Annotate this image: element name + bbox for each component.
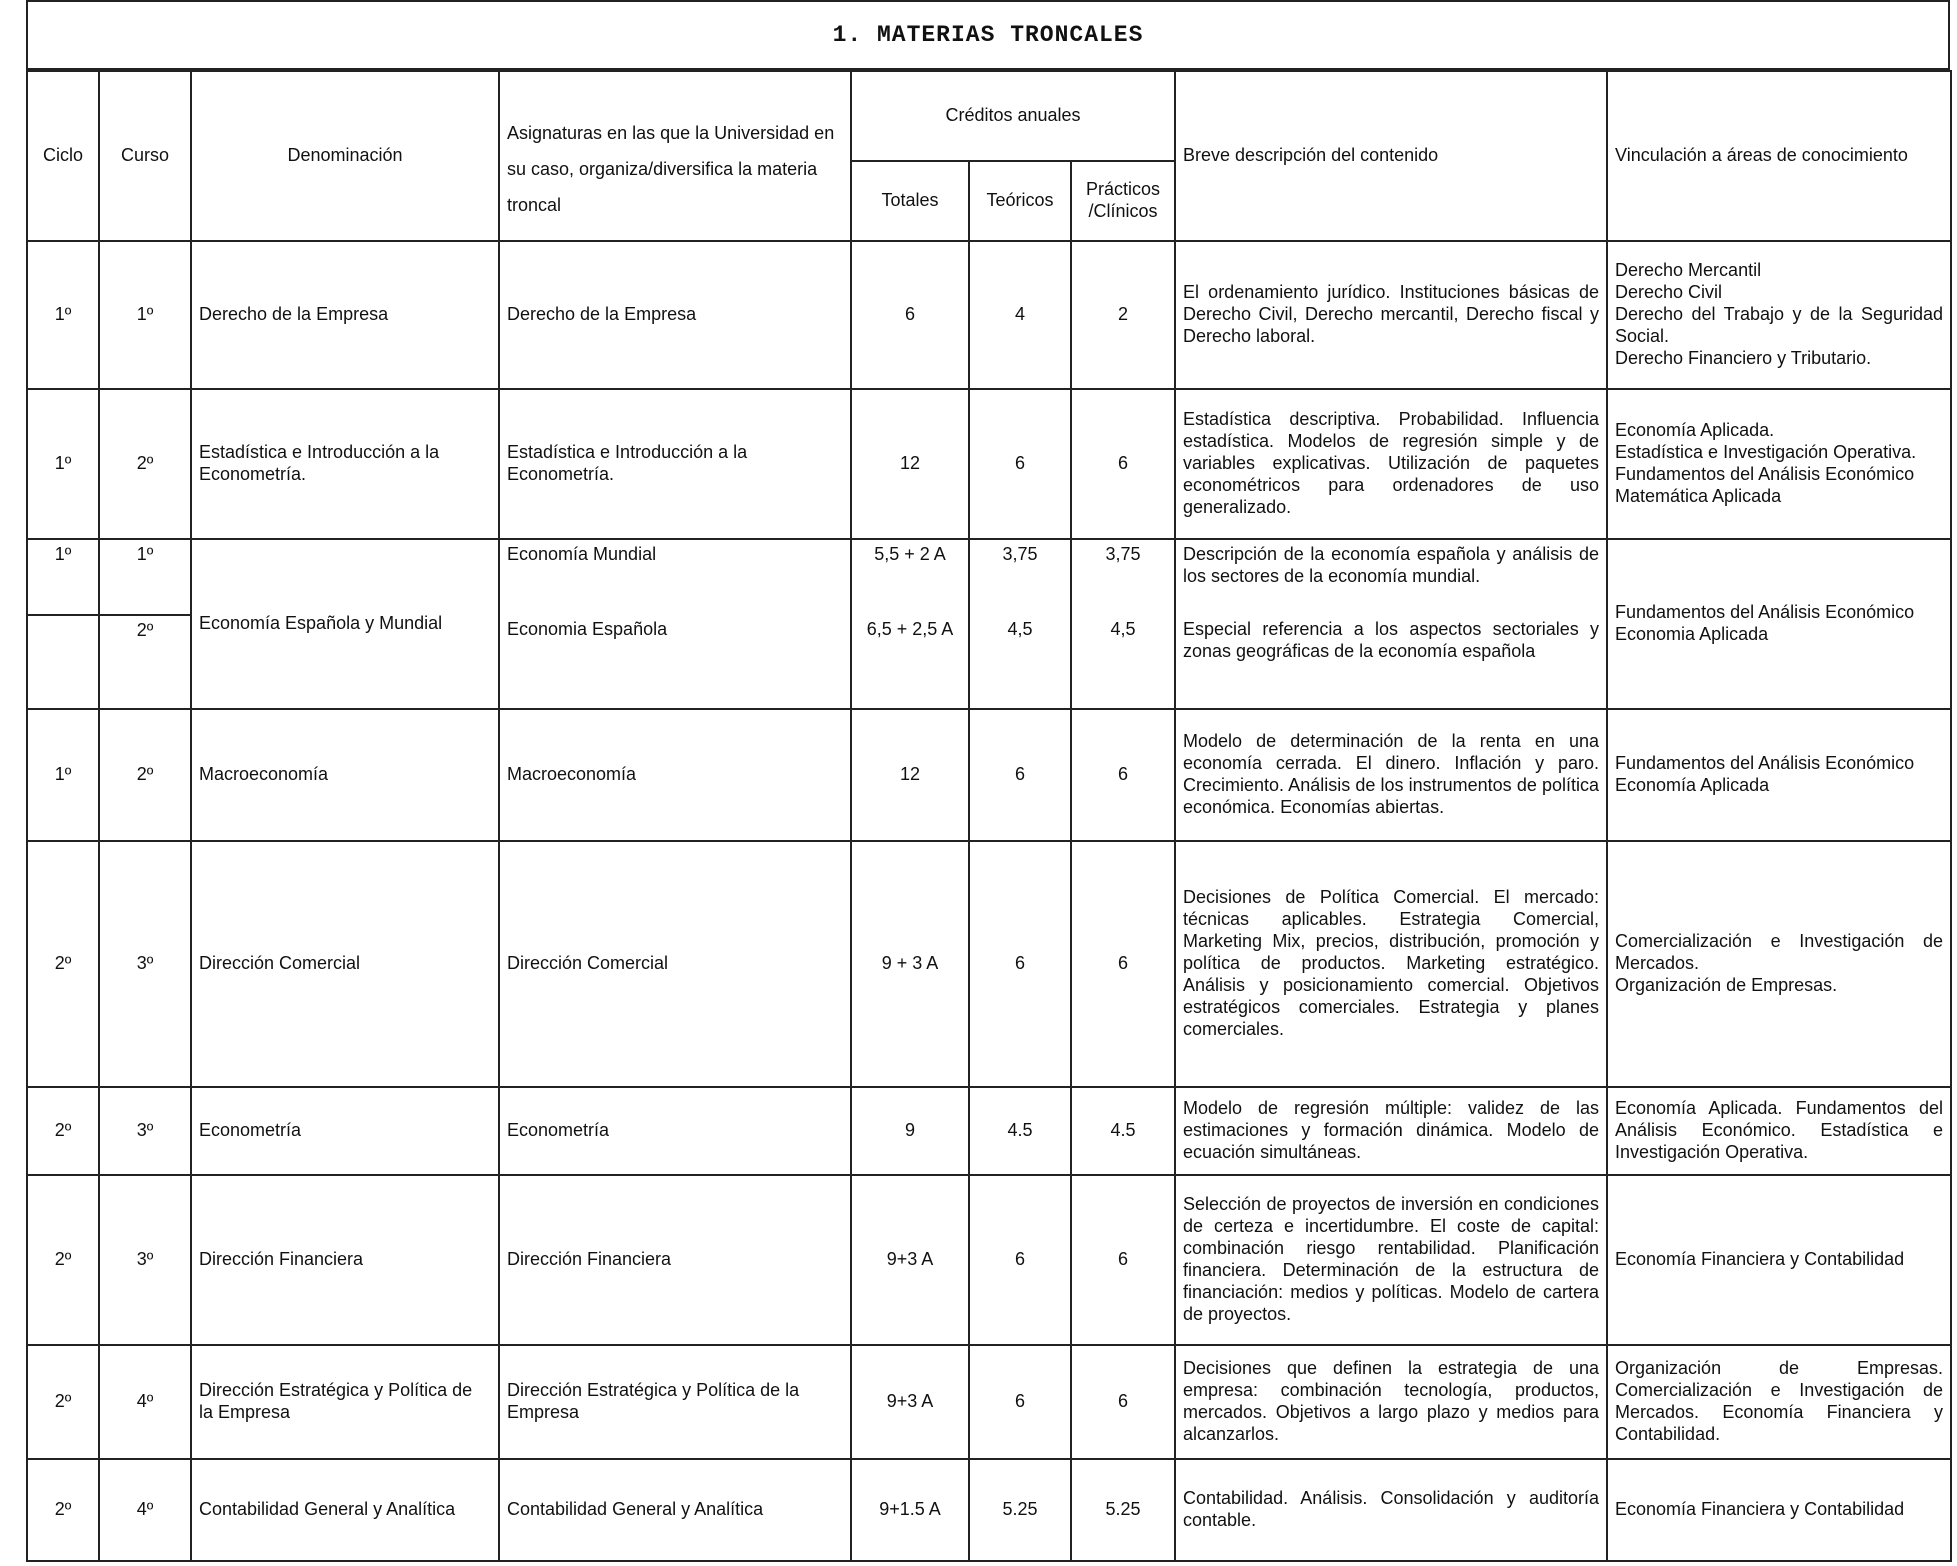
cell-asignatura: Macroeconomía	[499, 709, 851, 841]
cell-ciclo-empty	[27, 615, 99, 709]
cell-asignatura: Dirección Estratégica y Política de la Empresa	[499, 1345, 851, 1459]
cell-practicos: 6	[1071, 1175, 1175, 1345]
cell-ciclo: 1º	[27, 241, 99, 389]
cell-totales: 12	[851, 709, 969, 841]
header-teoricos: Teóricos	[969, 161, 1071, 241]
area-item: Matemática Aplicada	[1615, 485, 1782, 506]
cell-curso: 2º	[99, 615, 191, 709]
cell-totales: 9	[851, 1087, 969, 1175]
cell-teoricos: 6	[969, 841, 1071, 1087]
cell-curso: 3º	[99, 1175, 191, 1345]
document-page	[26, 0, 1950, 1560]
cell-descripcion: Decisiones de Política Comercial. El mercado: técnicas aplicables. Estrategia Comercial, Marketing Mix, precios, distribución, promoción y política de productos. Marketing estratégico. Análisis y posicionamiento comercial. Objetivos estratégicos comerciales. Estrategia y planes comerciales.	[1175, 841, 1607, 1087]
cell-descripcion: Descripción de la economía española y análisis de los sectores de la economía mundial.	[1175, 539, 1607, 615]
area-item: Derecho del Trabajo y de la Seguridad Social.	[1615, 304, 1944, 346]
cell-ciclo: 1º	[27, 709, 99, 841]
area-item: Economia Aplicada	[1615, 624, 1769, 644]
cell-asignatura: Economía Mundial	[499, 539, 851, 615]
cell-descripcion: Decisiones que definen la estrategia de una empresa: combinación tecnología, productos, mercados. Objetivos a largo plazo y medios para alcanzarlos.	[1175, 1345, 1607, 1459]
table-row	[27, 1175, 1951, 1345]
area-item: Estadística e Investigación Operativa.	[1615, 442, 1917, 463]
table-row	[27, 1087, 1951, 1175]
cell-totales: 9+3 A	[851, 1175, 969, 1345]
area-item: Comercialización e Investigación de Mercados.	[1615, 931, 1944, 974]
cell-teoricos: 6	[969, 389, 1071, 539]
materias-table	[26, 70, 1952, 1562]
area-item: Fundamentos del Análisis Económico	[1615, 464, 1915, 484]
cell-curso: 2º	[99, 389, 191, 539]
table-row	[27, 709, 1951, 841]
table-row	[27, 1345, 1951, 1459]
cell-curso: 2º	[99, 709, 191, 841]
cell-teoricos: 6	[969, 1175, 1071, 1345]
area-item: Derecho Financiero y Tributario.	[1615, 347, 1872, 368]
cell-teoricos: 5.25	[969, 1459, 1071, 1561]
cell-denominacion: Economía Española y Mundial	[191, 539, 499, 709]
cell-totales: 9+3 A	[851, 1345, 969, 1459]
header-row	[27, 71, 1951, 161]
area-item: Organización de Empresas.	[1615, 974, 1838, 995]
table-row	[27, 539, 1951, 615]
area-item: Derecho Civil	[1615, 282, 1723, 303]
cell-totales: 6,5 + 2,5 A	[851, 615, 969, 709]
cell-curso: 1º	[99, 539, 191, 615]
header-vinculacion: Vinculación a áreas de conocimiento	[1607, 71, 1951, 241]
cell-areas: Economía Aplicada. Fundamentos del Análisis Económico. Estadística e Investigación Operativa.	[1607, 1087, 1951, 1175]
cell-ciclo: 2º	[27, 1087, 99, 1175]
cell-teoricos: 4	[969, 241, 1071, 389]
cell-areas	[1607, 389, 1951, 539]
cell-asignatura: Derecho de la Empresa	[499, 241, 851, 389]
cell-curso: 1º	[99, 241, 191, 389]
cell-descripcion: Modelo de regresión múltiple: validez de las estimaciones y formación dinámica. Modelo de ecuación simultáneas.	[1175, 1087, 1607, 1175]
area-item: Economía Aplicada	[1615, 775, 1770, 795]
header-asignaturas: Asignaturas en las que la Universidad en su caso, organiza/diversifica la materia troncal	[499, 71, 851, 241]
cell-teoricos: 3,75	[969, 539, 1071, 615]
cell-ciclo: 1º	[27, 539, 99, 615]
cell-practicos: 5.25	[1071, 1459, 1175, 1561]
cell-areas	[1607, 841, 1951, 1087]
table-row	[27, 841, 1951, 1087]
cell-practicos: 6	[1071, 1345, 1175, 1459]
cell-practicos: 6	[1071, 709, 1175, 841]
cell-denominacion: Dirección Estratégica y Política de la Empresa	[191, 1345, 499, 1459]
cell-areas: Organización de Empresas. Comercialización e Investigación de Mercados. Economía Financiera y Contabilidad.	[1607, 1345, 1951, 1459]
table-row	[27, 241, 1951, 389]
header-ciclo: Ciclo	[27, 71, 99, 241]
cell-denominacion: Econometría	[191, 1087, 499, 1175]
cell-ciclo: 1º	[27, 389, 99, 539]
cell-teoricos: 4,5	[969, 615, 1071, 709]
cell-asignatura: Contabilidad General y Analítica	[499, 1459, 851, 1561]
cell-curso: 4º	[99, 1345, 191, 1459]
cell-practicos: 2	[1071, 241, 1175, 389]
cell-practicos: 3,75	[1071, 539, 1175, 615]
table-row	[27, 389, 1951, 539]
cell-curso: 3º	[99, 841, 191, 1087]
cell-curso: 4º	[99, 1459, 191, 1561]
cell-areas	[1607, 241, 1951, 389]
cell-ciclo: 2º	[27, 1459, 99, 1561]
cell-totales: 6	[851, 241, 969, 389]
cell-totales: 5,5 + 2 A	[851, 539, 969, 615]
header-denominacion: Denominación	[191, 71, 499, 241]
header-totales: Totales	[851, 161, 969, 241]
header-descripcion: Breve descripción del contenido	[1175, 71, 1607, 241]
header-practicos: Prácticos /Clínicos	[1071, 161, 1175, 241]
cell-areas	[1607, 539, 1951, 709]
cell-denominacion: Derecho de la Empresa	[191, 241, 499, 389]
cell-teoricos: 6	[969, 1345, 1071, 1459]
cell-teoricos: 4.5	[969, 1087, 1071, 1175]
page-title: 1. MATERIAS TRONCALES	[26, 0, 1950, 70]
cell-asignatura: Economia Española	[499, 615, 851, 709]
cell-asignatura: Dirección Comercial	[499, 841, 851, 1087]
cell-descripcion: Selección de proyectos de inversión en condiciones de certeza e incertidumbre. El coste de capital: combinación riesgo rentabilidad. Planificación financiera. Determinación de la estructura de financiación: medios y políticas. Modelo de cartera de proyectos.	[1175, 1175, 1607, 1345]
cell-denominacion: Dirección Financiera	[191, 1175, 499, 1345]
cell-practicos: 6	[1071, 389, 1175, 539]
cell-ciclo: 2º	[27, 1175, 99, 1345]
cell-teoricos: 6	[969, 709, 1071, 841]
cell-ciclo: 2º	[27, 841, 99, 1087]
cell-areas	[1607, 709, 1951, 841]
area-item: Fundamentos del Análisis Económico	[1615, 602, 1915, 623]
cell-areas: Economía Financiera y Contabilidad	[1607, 1175, 1951, 1345]
cell-totales: 9+1.5 A	[851, 1459, 969, 1561]
cell-descripcion: Especial referencia a los aspectos sectoriales y zonas geográficas de la economía española	[1175, 615, 1607, 709]
area-item: Derecho Mercantil	[1615, 260, 1762, 281]
cell-asignatura: Dirección Financiera	[499, 1175, 851, 1345]
cell-descripcion: Modelo de determinación de la renta en una economía cerrada. El dinero. Inflación y paro. Crecimiento. Análisis de los instrumentos de política económica. Economías abiertas.	[1175, 709, 1607, 841]
cell-practicos: 4,5	[1071, 615, 1175, 709]
cell-asignatura: Estadística e Introducción a la Econometría.	[499, 389, 851, 539]
cell-totales: 9 + 3 A	[851, 841, 969, 1087]
cell-denominacion: Dirección Comercial	[191, 841, 499, 1087]
cell-descripcion: El ordenamiento jurídico. Instituciones básicas de Derecho Civil, Derecho mercantil, Derecho fiscal y Derecho laboral.	[1175, 241, 1607, 389]
cell-practicos: 4.5	[1071, 1087, 1175, 1175]
area-item: Fundamentos del Análisis Económico	[1615, 753, 1915, 774]
table-row	[27, 1459, 1951, 1561]
cell-totales: 12	[851, 389, 969, 539]
cell-descripcion: Estadística descriptiva. Probabilidad. Influencia estadística. Modelos de regresión simple y de variables explicativas. Utilización de paquetes econométricos para ordenadores de uso generalizado.	[1175, 389, 1607, 539]
cell-curso: 3º	[99, 1087, 191, 1175]
cell-denominacion: Contabilidad General y Analítica	[191, 1459, 499, 1561]
header-curso: Curso	[99, 71, 191, 241]
cell-areas: Economía Financiera y Contabilidad	[1607, 1459, 1951, 1561]
cell-ciclo: 2º	[27, 1345, 99, 1459]
cell-denominacion: Estadística e Introducción a la Econometría.	[191, 389, 499, 539]
cell-asignatura: Econometría	[499, 1087, 851, 1175]
cell-descripcion: Contabilidad. Análisis. Consolidación y auditoría contable.	[1175, 1459, 1607, 1561]
cell-practicos: 6	[1071, 841, 1175, 1087]
cell-denominacion: Macroeconomía	[191, 709, 499, 841]
area-item: Economía Aplicada.	[1615, 420, 1775, 441]
header-creditos: Créditos anuales	[851, 71, 1175, 161]
